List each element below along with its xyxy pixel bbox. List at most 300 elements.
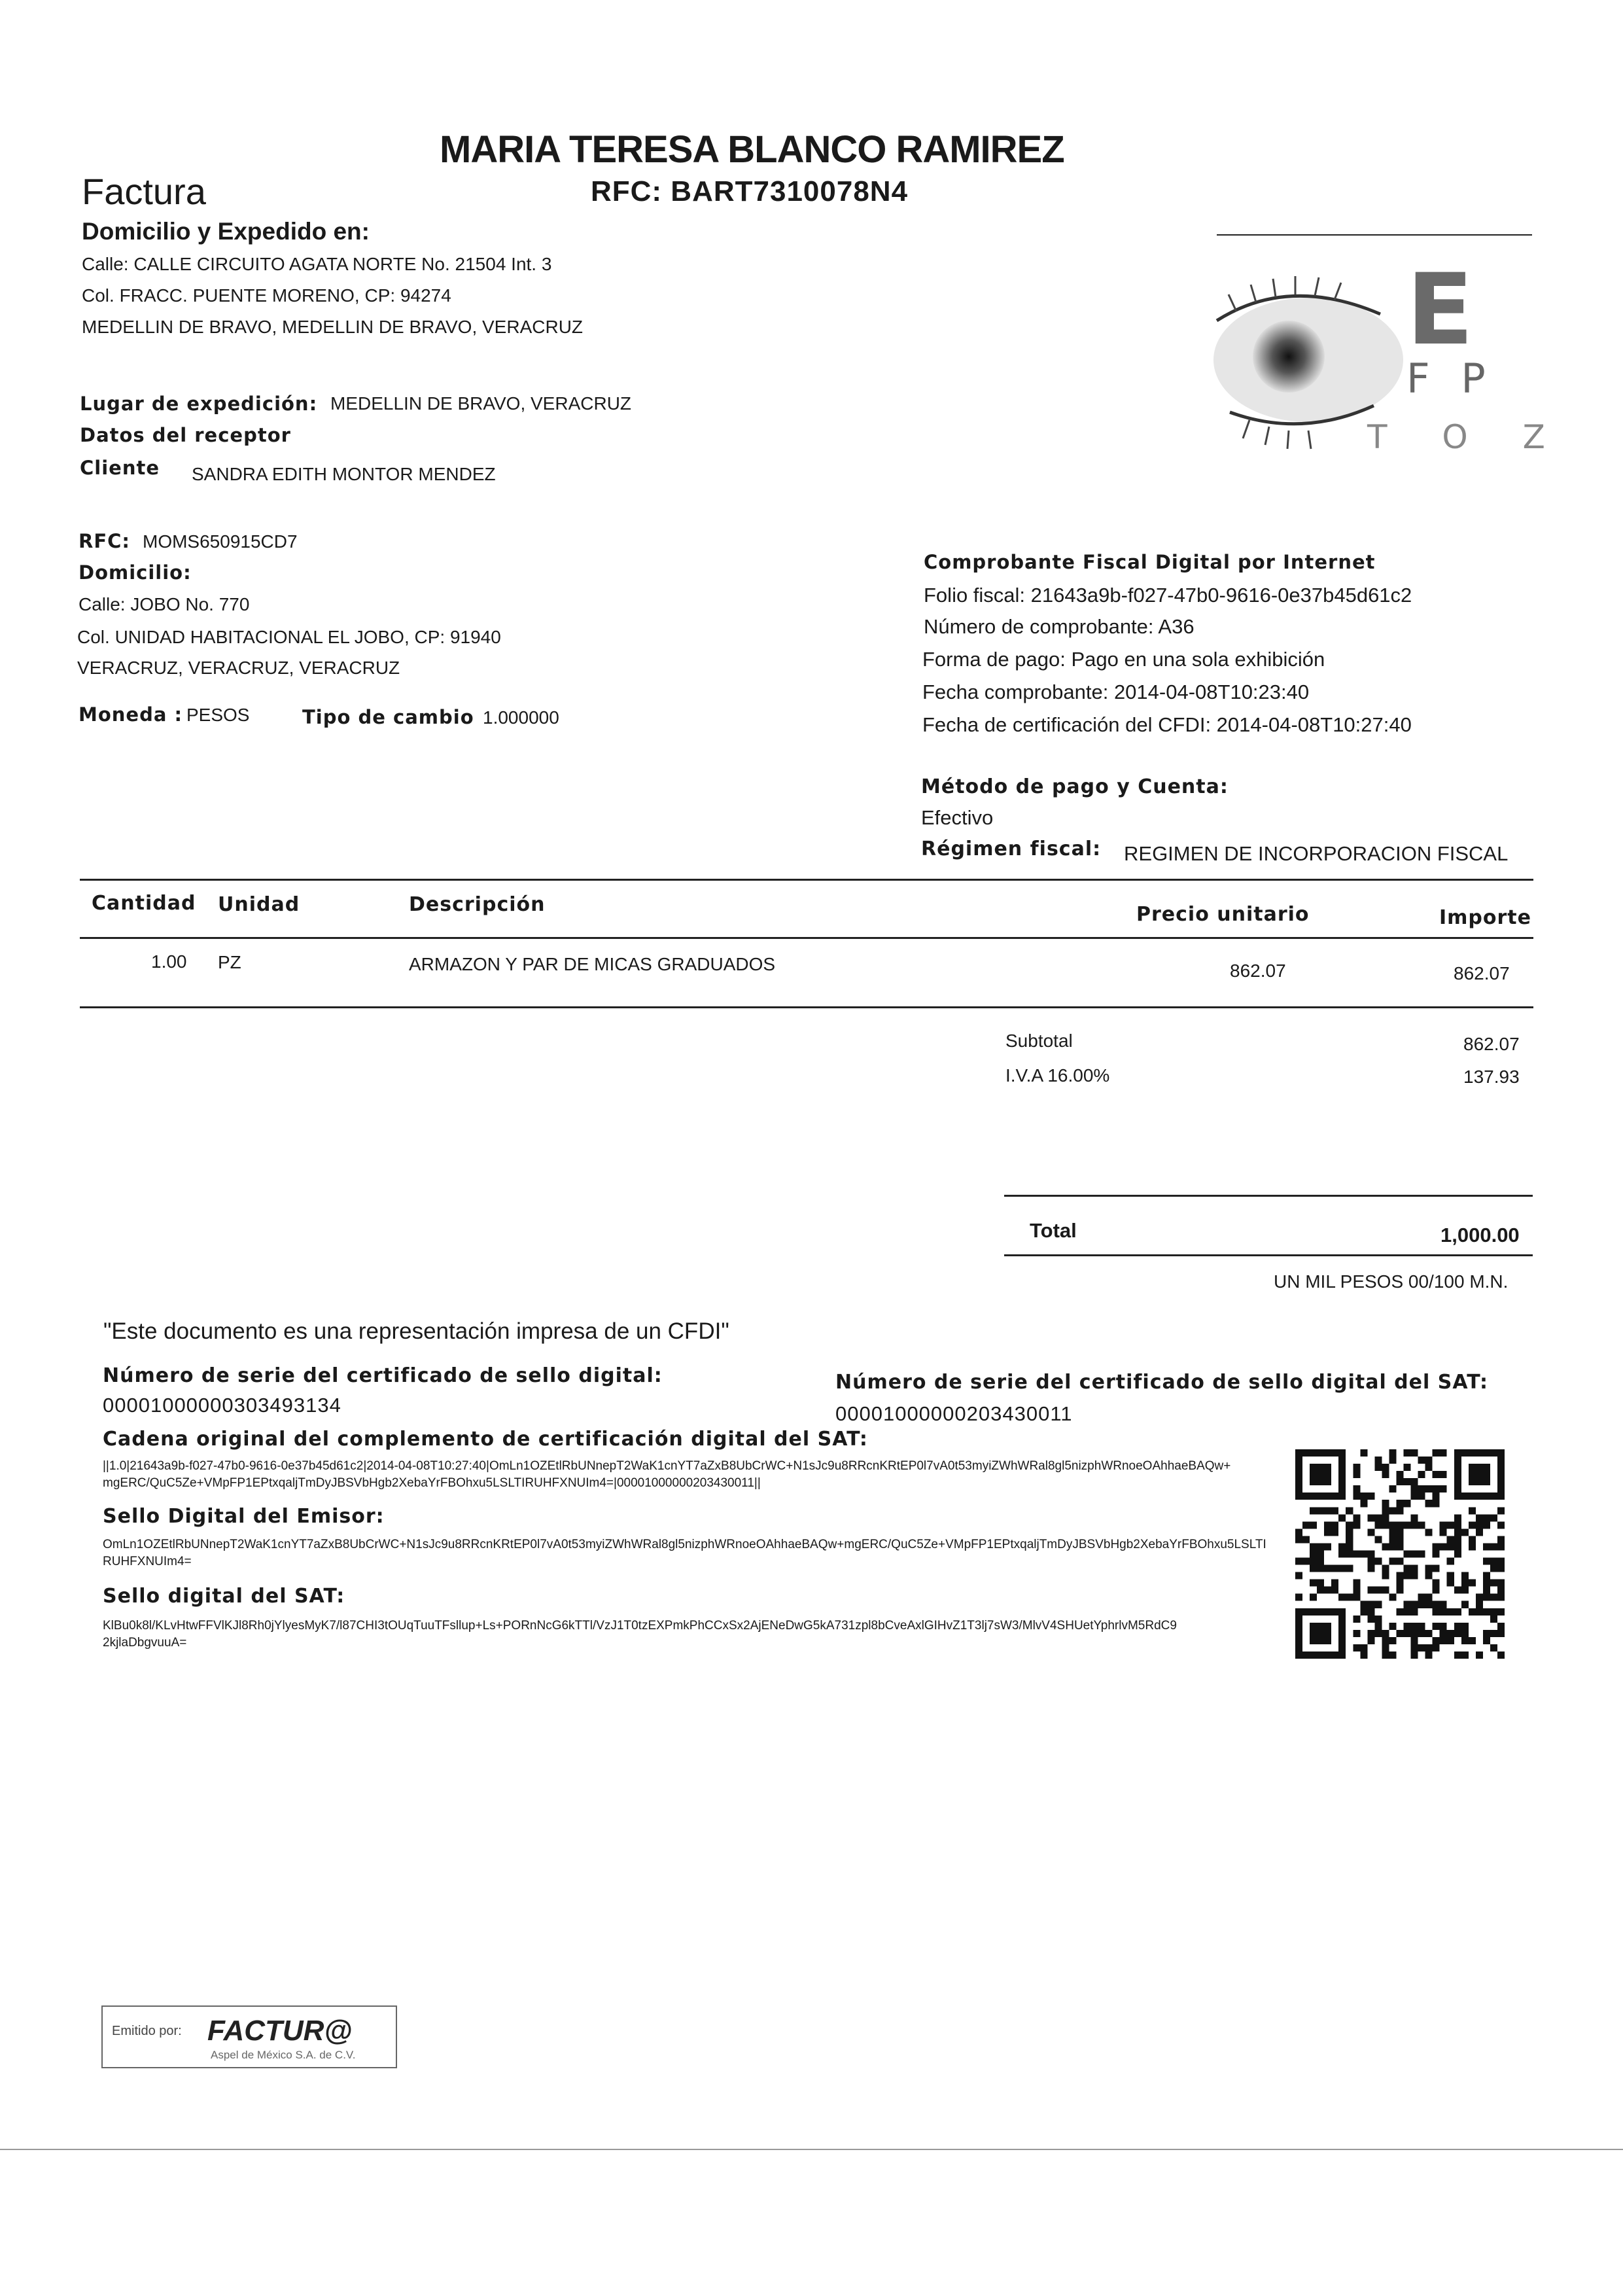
- qr-module: [1360, 1449, 1367, 1457]
- qr-module: [1433, 1492, 1440, 1500]
- qr-module: [1346, 1521, 1353, 1528]
- qr-module: [1490, 1543, 1497, 1550]
- qr-module: [1483, 1558, 1490, 1565]
- qr-module: [1338, 1550, 1346, 1557]
- qr-module: [1497, 1623, 1505, 1630]
- qr-module: [1476, 1651, 1483, 1659]
- qr-module: [1418, 1594, 1425, 1601]
- cliente-value: SANDRA EDITH MONTOR MENDEZ: [192, 464, 496, 484]
- qr-module: [1483, 1514, 1490, 1521]
- qr-module: [1447, 1521, 1454, 1528]
- qr-module: [1331, 1528, 1338, 1536]
- row-precio: 862.07: [1230, 961, 1286, 981]
- cadena-label: Cadena original del complemento de certificación digital del SAT:: [103, 1428, 868, 1451]
- qr-module: [1411, 1608, 1418, 1616]
- qr-module: [1295, 1536, 1302, 1543]
- qr-module: [1317, 1543, 1324, 1550]
- qr-module: [1418, 1644, 1425, 1651]
- qr-module: [1374, 1514, 1382, 1521]
- numero-comprobante: Número de comprobante: A36: [924, 615, 1195, 638]
- subtotal-value: 862.07: [1463, 1034, 1520, 1054]
- qr-module: [1389, 1449, 1396, 1457]
- qr-module: [1389, 1623, 1396, 1630]
- domicilio-line1: Calle: CALLE CIRCUITO AGATA NORTE No. 21504 Int. 3: [82, 254, 552, 274]
- qr-module: [1425, 1528, 1433, 1536]
- qr-module: [1310, 1580, 1317, 1587]
- metodo-pago-label: Método de pago y Cuenta:: [921, 775, 1229, 798]
- sello-sat-value: KlBu0k8l/KLvHtwFFVlKJl8Rh0jYlyesMyK7/l87CHI3tOUqTuuTFsllup+Ls+PORnNcG6kTTl/VzJ1T0tzEXPmkPhCCxSx2AjENeDwG5kA731zpl8bCveAxlGIHvZ1T3lj7sW3/MlvV4SHUetYphrlvM5RdC92kjlaDbgvuuA=: [103, 1619, 1177, 1650]
- qr-module: [1389, 1637, 1396, 1644]
- qr-module: [1367, 1637, 1374, 1644]
- qr-module: [1346, 1528, 1353, 1536]
- qr-module: [1440, 1637, 1447, 1644]
- qr-module: [1396, 1507, 1403, 1514]
- qr-module: [1425, 1464, 1433, 1471]
- qr-module: [1367, 1528, 1374, 1536]
- qr-module: [1440, 1521, 1447, 1528]
- qr-module: [1374, 1630, 1382, 1637]
- qr-module: [1324, 1587, 1331, 1594]
- qr-module: [1404, 1630, 1411, 1637]
- qr-module: [1447, 1630, 1454, 1637]
- qr-module: [1483, 1572, 1490, 1580]
- qr-module: [1382, 1587, 1389, 1594]
- row-descripcion: ARMAZON Y PAR DE MICAS GRADUADOS: [409, 954, 776, 974]
- total-underline: [1004, 1254, 1533, 1256]
- qr-module: [1353, 1550, 1360, 1557]
- iva-label: I.V.A 16.00%: [1005, 1065, 1110, 1086]
- qr-module: [1360, 1608, 1367, 1616]
- qr-module: [1310, 1558, 1317, 1565]
- optica-logo: [1210, 249, 1567, 465]
- qr-module: [1338, 1543, 1346, 1550]
- logo-iris: [1253, 321, 1325, 393]
- qr-module: [1360, 1492, 1367, 1500]
- qr-module: [1353, 1464, 1360, 1471]
- qr-module: [1360, 1550, 1367, 1557]
- qr-module: [1490, 1616, 1497, 1623]
- qr-module: [1418, 1623, 1425, 1630]
- logo-top-rule: [1217, 234, 1532, 236]
- qr-module: [1476, 1601, 1483, 1608]
- qr-module: [1389, 1521, 1396, 1528]
- qr-module: [1367, 1565, 1374, 1572]
- qr-module: [1483, 1521, 1490, 1528]
- qr-module: [1324, 1565, 1331, 1572]
- qr-module: [1483, 1580, 1490, 1587]
- receptor-line1: Calle: JOBO No. 770: [79, 594, 250, 614]
- qr-module: [1404, 1449, 1411, 1457]
- qr-module: [1497, 1651, 1505, 1659]
- qr-module: [1374, 1536, 1382, 1543]
- qr-module: [1346, 1550, 1353, 1557]
- tipo-cambio-value: 1.000000: [483, 707, 559, 728]
- qr-module: [1454, 1608, 1461, 1616]
- issuer-name: MARIA TERESA BLANCO RAMIREZ: [440, 128, 1064, 171]
- qr-module: [1483, 1630, 1490, 1637]
- qr-module: [1367, 1558, 1374, 1565]
- logo-letter-e: E: [1406, 253, 1474, 367]
- total-rule: [1004, 1195, 1533, 1197]
- qr-module: [1433, 1587, 1440, 1594]
- qr-module: [1382, 1464, 1389, 1471]
- qr-module: [1454, 1550, 1461, 1557]
- metodo-pago-value: Efectivo: [921, 806, 994, 829]
- col-header-precio: Precio unitario: [1136, 903, 1310, 926]
- qr-module: [1440, 1623, 1447, 1630]
- table-top-rule: [80, 879, 1533, 881]
- tipo-cambio-label: Tipo de cambio: [302, 706, 474, 728]
- qr-module: [1331, 1521, 1338, 1528]
- qr-module: [1310, 1507, 1317, 1514]
- qr-module: [1469, 1521, 1476, 1528]
- qr-module: [1425, 1500, 1433, 1507]
- qr-module: [1411, 1514, 1418, 1521]
- qr-module: [1454, 1528, 1461, 1536]
- qr-module: [1433, 1550, 1440, 1557]
- qr-module: [1490, 1594, 1497, 1601]
- qr-module: [1367, 1630, 1374, 1637]
- qr-module: [1389, 1543, 1396, 1550]
- qr-module: [1310, 1594, 1317, 1601]
- qr-module: [1476, 1514, 1483, 1521]
- qr-module: [1382, 1572, 1389, 1580]
- fecha-comprobante: Fecha comprobante: 2014-04-08T10:23:40: [922, 680, 1310, 703]
- qr-module: [1382, 1543, 1389, 1550]
- cadena-value: ||1.0|21643a9b-f027-47b0-9616-0e37b45d61c2|2014-04-08T10:27:40|OmLn1OZEtlRbUNnepT2WaK1cnYT7aZxB8UbCrWC+N1sJc9u8RRcnKRtEP0l7vA0t53myiZWhWRal8gl5nizphWRnoeOAhhaeBAQw+mgERC/QuC5Ze+VMpFP1EPtxqaljTmDyJBSVbHgb2XebaYrFBOhxu5LSLTIRUHFXNUIm4=|00001000000203430011||: [103, 1459, 1231, 1490]
- lugar-value: MEDELLIN DE BRAVO, VERACRUZ: [330, 393, 632, 414]
- qr-module: [1433, 1500, 1440, 1507]
- qr-module: [1490, 1565, 1497, 1572]
- domicilio-heading: Domicilio y Expedido en:: [82, 218, 370, 245]
- qr-module: [1346, 1543, 1353, 1550]
- qr-module: [1425, 1565, 1433, 1572]
- regimen-label: Régimen fiscal:: [921, 838, 1102, 860]
- qr-module: [1367, 1492, 1374, 1500]
- qr-module: [1389, 1507, 1396, 1514]
- qr-module: [1338, 1594, 1346, 1601]
- qr-module: [1389, 1528, 1396, 1536]
- qr-module: [1447, 1536, 1454, 1543]
- issuer-rfc: RFC: BART7310078N4: [591, 175, 909, 207]
- qr-module: [1346, 1565, 1353, 1572]
- qr-module: [1411, 1565, 1418, 1572]
- qr-module: [1346, 1536, 1353, 1543]
- qr-module: [1418, 1521, 1425, 1528]
- receptor-heading: Datos del receptor: [80, 424, 291, 446]
- iva-value: 137.93: [1463, 1067, 1520, 1087]
- qr-module: [1497, 1594, 1505, 1601]
- qr-module: [1454, 1543, 1461, 1550]
- qr-module: [1317, 1558, 1324, 1565]
- row-cantidad: 1.00: [151, 951, 187, 972]
- qr-module: [1404, 1464, 1411, 1471]
- receptor-rfc-value: MOMS650915CD7: [143, 531, 298, 552]
- qr-module: [1490, 1580, 1497, 1587]
- qr-module: [1389, 1651, 1396, 1659]
- qr-module: [1433, 1543, 1440, 1550]
- qr-module: [1404, 1565, 1411, 1572]
- qr-module: [1331, 1580, 1338, 1587]
- qr-module: [1469, 1543, 1476, 1550]
- qr-module: [1418, 1550, 1425, 1557]
- qr-module: [1469, 1608, 1476, 1616]
- moneda-value: PESOS: [186, 705, 250, 725]
- sello-emisor-value: OmLn1OZEtlRbUNnepT2WaK1cnYT7aZxB8UbCrWC+N1sJc9u8RRcnKRtEP0l7vA0t53myiZWhWRal8gl5nizphWRnoeOAhhaeBAQw+mgERC/QuC5Ze+VMpFP1EPtxqaljTmDyJBSVbHgb2XebaYrFBOhxu5LSLTIRUHFXNUIm4=: [103, 1538, 1266, 1568]
- qr-module: [1490, 1514, 1497, 1521]
- qr-module: [1476, 1594, 1483, 1601]
- qr-module: [1447, 1572, 1454, 1580]
- qr-module: [1367, 1514, 1374, 1521]
- cliente-label: Cliente: [80, 457, 160, 479]
- qr-module: [1295, 1572, 1302, 1580]
- qr-module: [1389, 1594, 1396, 1601]
- qr-module: [1310, 1464, 1331, 1485]
- qr-module: [1433, 1449, 1440, 1457]
- qr-module: [1433, 1637, 1440, 1644]
- qr-module: [1317, 1550, 1324, 1557]
- qr-module: [1447, 1637, 1454, 1644]
- qr-module: [1440, 1630, 1447, 1637]
- qr-module: [1433, 1580, 1440, 1587]
- qr-module: [1353, 1580, 1360, 1587]
- qr-module: [1338, 1514, 1346, 1521]
- qr-module: [1353, 1485, 1360, 1492]
- qr-module: [1374, 1623, 1382, 1630]
- qr-module: [1447, 1558, 1454, 1565]
- lugar-label: Lugar de expedición:: [80, 393, 318, 415]
- qr-module: [1360, 1644, 1367, 1651]
- qr-module: [1324, 1543, 1331, 1550]
- qr-module: [1374, 1464, 1382, 1471]
- qr-module: [1433, 1471, 1440, 1478]
- qr-module: [1483, 1543, 1490, 1550]
- aspel-company: Aspel de México S.A. de C.V.: [211, 2049, 356, 2061]
- qr-module: [1497, 1543, 1505, 1550]
- qr-module: [1411, 1630, 1418, 1637]
- qr-module: [1433, 1601, 1440, 1608]
- qr-module: [1396, 1471, 1403, 1478]
- qr-module: [1490, 1558, 1497, 1565]
- logo-letters-toz: T O Z: [1367, 418, 1567, 456]
- qr-module: [1396, 1543, 1403, 1550]
- qr-module: [1396, 1572, 1403, 1580]
- qr-module: [1404, 1601, 1411, 1608]
- qr-module: [1382, 1630, 1389, 1637]
- qr-module: [1418, 1485, 1425, 1492]
- qr-module: [1461, 1637, 1469, 1644]
- qr-module: [1396, 1558, 1403, 1565]
- table-bottom-rule: [80, 1006, 1533, 1008]
- qr-module: [1382, 1521, 1389, 1528]
- qr-module: [1461, 1572, 1469, 1580]
- qr-module: [1310, 1521, 1317, 1528]
- qr-module: [1396, 1630, 1403, 1637]
- qr-module: [1353, 1514, 1360, 1521]
- qr-module: [1447, 1543, 1454, 1550]
- qr-module: [1433, 1565, 1440, 1572]
- qr-module: [1483, 1608, 1490, 1616]
- col-header-cantidad: Cantidad: [92, 892, 196, 915]
- qr-module: [1331, 1587, 1338, 1594]
- qr-module: [1324, 1528, 1331, 1536]
- qr-module: [1382, 1500, 1389, 1507]
- regimen-value: REGIMEN DE INCORPORACION FISCAL: [1124, 842, 1509, 865]
- qr-module: [1411, 1478, 1418, 1485]
- qr-module: [1353, 1471, 1360, 1478]
- qr-module: [1396, 1478, 1403, 1485]
- qr-module: [1418, 1601, 1425, 1608]
- qr-module: [1411, 1601, 1418, 1608]
- qr-module: [1497, 1587, 1505, 1594]
- cfdi-qr-code: [1295, 1449, 1505, 1659]
- qr-module: [1317, 1587, 1324, 1594]
- qr-module: [1360, 1500, 1367, 1507]
- qr-module: [1425, 1594, 1433, 1601]
- qr-module: [1469, 1464, 1490, 1485]
- qr-module: [1374, 1521, 1382, 1528]
- qr-module: [1433, 1485, 1440, 1492]
- qr-module: [1418, 1630, 1425, 1637]
- total-label: Total: [1030, 1219, 1077, 1242]
- receptor-domicilio-label: Domicilio:: [79, 561, 192, 584]
- qr-module: [1447, 1608, 1454, 1616]
- qr-module: [1497, 1630, 1505, 1637]
- qr-module: [1461, 1623, 1469, 1630]
- qr-module: [1454, 1651, 1461, 1659]
- qr-module: [1389, 1457, 1396, 1464]
- qr-module: [1382, 1651, 1389, 1659]
- qr-module: [1404, 1521, 1411, 1528]
- subtotal-label: Subtotal: [1005, 1031, 1073, 1051]
- qr-module: [1418, 1471, 1425, 1478]
- qr-module: [1353, 1594, 1360, 1601]
- qr-module: [1447, 1580, 1454, 1587]
- qr-module: [1476, 1608, 1483, 1616]
- qr-module: [1382, 1507, 1389, 1514]
- qr-module: [1404, 1478, 1411, 1485]
- table-header-rule: [80, 937, 1533, 939]
- qr-module: [1353, 1644, 1360, 1651]
- qr-module: [1461, 1651, 1469, 1659]
- qr-module: [1440, 1449, 1447, 1457]
- qr-module: [1461, 1580, 1469, 1587]
- qr-module: [1404, 1500, 1411, 1507]
- qr-module: [1425, 1601, 1433, 1608]
- qr-module: [1425, 1630, 1433, 1637]
- qr-module: [1404, 1608, 1411, 1616]
- qr-module: [1469, 1580, 1476, 1587]
- qr-module: [1454, 1630, 1461, 1637]
- qr-module: [1367, 1616, 1374, 1623]
- qr-module: [1396, 1500, 1403, 1507]
- domicilio-line2: Col. FRACC. PUENTE MORENO, CP: 94274: [82, 285, 451, 306]
- cfdi-heading: Comprobante Fiscal Digital por Internet: [924, 551, 1376, 573]
- qr-module: [1411, 1449, 1418, 1457]
- qr-module: [1331, 1565, 1338, 1572]
- qr-module: [1411, 1485, 1418, 1492]
- qr-module: [1440, 1608, 1447, 1616]
- qr-module: [1367, 1587, 1374, 1594]
- qr-module: [1411, 1644, 1418, 1651]
- qr-module: [1295, 1558, 1302, 1565]
- qr-module: [1396, 1580, 1403, 1587]
- qr-module: [1483, 1637, 1490, 1644]
- qr-module: [1389, 1558, 1396, 1565]
- qr-module: [1469, 1536, 1476, 1543]
- cert-sat-label: Número de serie del certificado de sello digital del SAT:: [835, 1371, 1489, 1394]
- qr-module: [1302, 1536, 1310, 1543]
- qr-module: [1483, 1594, 1490, 1601]
- qr-module: [1411, 1623, 1418, 1630]
- cfdi-leyenda: "Este documento es una representación impresa de un CFDI": [103, 1318, 729, 1344]
- page-bottom-rule: [0, 2149, 1623, 2150]
- qr-module: [1454, 1536, 1461, 1543]
- col-header-importe: Importe: [1439, 906, 1531, 929]
- qr-module: [1418, 1492, 1425, 1500]
- qr-module: [1497, 1536, 1505, 1543]
- qr-module: [1317, 1507, 1324, 1514]
- qr-module: [1490, 1608, 1497, 1616]
- qr-module: [1353, 1492, 1360, 1500]
- qr-module: [1310, 1550, 1317, 1557]
- qr-module: [1317, 1580, 1324, 1587]
- document-type: Factura: [82, 171, 206, 212]
- qr-module: [1382, 1514, 1389, 1521]
- logo-letters-fp: F P: [1406, 355, 1495, 402]
- qr-module: [1382, 1637, 1389, 1644]
- qr-module: [1454, 1623, 1461, 1630]
- qr-module: [1404, 1550, 1411, 1557]
- qr-module: [1295, 1594, 1302, 1601]
- qr-module: [1346, 1594, 1353, 1601]
- row-unidad: PZ: [218, 952, 241, 972]
- qr-module: [1374, 1587, 1382, 1594]
- moneda-label: Moneda :: [79, 703, 183, 726]
- qr-module: [1374, 1601, 1382, 1608]
- emitido-por-badge: [101, 2005, 397, 2068]
- qr-module: [1353, 1521, 1360, 1528]
- sello-sat-label: Sello digital del SAT:: [103, 1585, 345, 1608]
- qr-module: [1411, 1550, 1418, 1557]
- qr-module: [1338, 1565, 1346, 1572]
- qr-module: [1404, 1572, 1411, 1580]
- qr-module: [1396, 1587, 1403, 1594]
- qr-module: [1469, 1637, 1476, 1644]
- qr-module: [1411, 1637, 1418, 1644]
- qr-module: [1483, 1587, 1490, 1594]
- qr-module: [1411, 1492, 1418, 1500]
- qr-module: [1360, 1601, 1367, 1608]
- qr-module: [1425, 1651, 1433, 1659]
- qr-module: [1382, 1644, 1389, 1651]
- qr-module: [1367, 1601, 1374, 1608]
- qr-module: [1425, 1572, 1433, 1580]
- qr-module: [1396, 1528, 1403, 1536]
- qr-module: [1374, 1558, 1382, 1565]
- qr-module: [1461, 1630, 1469, 1637]
- total-value: 1,000.00: [1440, 1224, 1520, 1246]
- receptor-line2: Col. UNIDAD HABITACIONAL EL JOBO, CP: 91940: [77, 627, 501, 647]
- qr-module: [1454, 1521, 1461, 1528]
- qr-module: [1433, 1608, 1440, 1616]
- qr-module: [1497, 1507, 1505, 1514]
- qr-module: [1433, 1644, 1440, 1651]
- qr-module: [1295, 1528, 1302, 1536]
- qr-module: [1396, 1536, 1403, 1543]
- col-header-descripcion: Descripción: [409, 893, 546, 916]
- qr-module: [1353, 1616, 1360, 1623]
